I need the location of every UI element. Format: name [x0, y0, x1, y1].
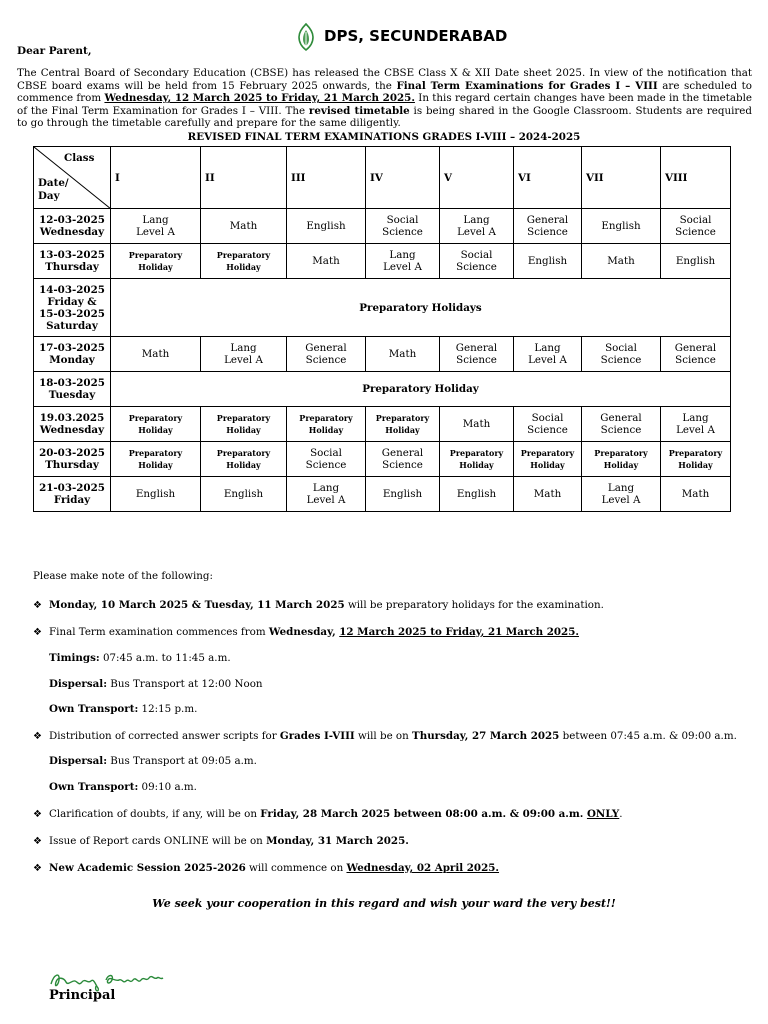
subject-cell: English: [201, 477, 287, 512]
note-subitem: Own Transport: 09:10 a.m.: [49, 781, 197, 793]
note-item: ❖ Monday, 10 March 2025 & Tuesday, 11 March 2025 will be preparatory holidays for the examination.: [33, 599, 604, 611]
subject-cell: Preparatory Holiday: [366, 407, 440, 442]
note-subitem: Dispersal: Bus Transport at 12:00 Noon: [49, 678, 263, 690]
subject-cell: Lang Level A: [201, 337, 287, 372]
subject-cell: Lang Level A: [366, 244, 440, 279]
table-row: [34, 477, 731, 512]
date-day-cell: 13-03-2025 Thursday: [34, 244, 111, 279]
subject-cell: English: [514, 244, 582, 279]
subject-cell: Preparatory Holiday: [582, 442, 661, 477]
note-subitem: Own Transport: 12:15 p.m.: [49, 703, 198, 715]
subject-cell: Lang Level A: [440, 209, 514, 244]
table-row: [34, 209, 731, 244]
note-item: ❖ Distribution of corrected answer scripts for Grades I-VIII will be on Thursday, 27 March 2025 between 07:45 a.m. & 09:00 a.m.: [33, 730, 737, 742]
subject-cell: Lang Level A: [111, 209, 201, 244]
subject-cell: English: [111, 477, 201, 512]
subject-cell: Math: [366, 337, 440, 372]
grade-header: IV: [366, 147, 440, 209]
date-day-cell: 17-03-2025 Monday: [34, 337, 111, 372]
intro-paragraph: [17, 67, 752, 130]
date-day-cell: 18-03-2025 Tuesday: [34, 372, 111, 407]
subject-cell: Preparatory Holiday: [514, 442, 582, 477]
diamond-bullet-icon: ❖: [33, 863, 42, 874]
grade-header: I: [111, 147, 201, 209]
table-row: [34, 244, 731, 279]
table-row: [34, 407, 731, 442]
subject-cell: Preparatory Holiday: [287, 407, 366, 442]
subject-cell: Social Science: [366, 209, 440, 244]
notes-title: Please make note of the following:: [33, 570, 213, 582]
subject-cell: Preparatory Holiday: [201, 442, 287, 477]
intro-text: In this regard certain changes have been made in the timetable of the Final Term Examination for Grades I – VIII. The: [17, 92, 752, 117]
subject-cell: Preparatory Holiday: [201, 244, 287, 279]
intro-bold-timetable: revised timetable: [308, 104, 410, 117]
subject-cell: Lang Level A: [582, 477, 661, 512]
intro-exam-dates: Wednesday, 12 March 2025 to Friday, 21 March 2025.: [104, 92, 415, 105]
subject-cell: English: [366, 477, 440, 512]
date-day-cell: 20-03-2025 Thursday: [34, 442, 111, 477]
corner-class-label: Class: [64, 152, 95, 164]
intro-text: is being shared in the Google Classroom. Students are required to go through the timetable carefully and prepare for the same diligently.: [17, 104, 752, 130]
grade-header: VI: [514, 147, 582, 209]
subject-cell: Preparatory Holiday: [440, 442, 514, 477]
subject-cell: Lang Level A: [287, 477, 366, 512]
subject-cell: English: [582, 209, 661, 244]
subject-cell: General Science: [366, 442, 440, 477]
table-row: [34, 372, 731, 407]
note-subitem: Timings: 07:45 a.m. to 11:45 a.m.: [49, 652, 231, 664]
subject-cell: Preparatory Holiday: [201, 407, 287, 442]
date-day-cell: 14-03-2025 Friday & 15-03-2025 Saturday: [34, 279, 111, 337]
subject-cell: Lang Level A: [661, 407, 731, 442]
subject-cell: English: [661, 244, 731, 279]
subject-cell: General Science: [440, 337, 514, 372]
exam-timetable: [33, 146, 731, 512]
subject-cell: Lang Level A: [514, 337, 582, 372]
subject-cell: Social Science: [661, 209, 731, 244]
subject-cell: General Science: [661, 337, 731, 372]
grade-header: V: [440, 147, 514, 209]
holiday-span-cell: Preparatory Holiday: [111, 372, 731, 407]
subject-cell: Math: [514, 477, 582, 512]
subject-cell: Math: [287, 244, 366, 279]
subject-cell: Math: [582, 244, 661, 279]
table-corner-cell: [34, 147, 111, 209]
table-row: [34, 337, 731, 372]
date-day-cell: 19.03.2025 Wednesday: [34, 407, 111, 442]
closing-remark: We seek your cooperation in this regard and wish your ward the very best!!: [152, 897, 616, 910]
subject-cell: General Science: [582, 407, 661, 442]
grade-header: III: [287, 147, 366, 209]
principal-title: Principal: [49, 988, 116, 1003]
date-day-cell: 12-03-2025 Wednesday: [34, 209, 111, 244]
school-name: DPS, SECUNDERABAD: [324, 27, 508, 45]
note-subitem: Dispersal: Bus Transport at 09:05 a.m.: [49, 755, 257, 767]
diamond-bullet-icon: ❖: [33, 731, 42, 742]
table-header-row: [34, 147, 731, 209]
subject-cell: General Science: [514, 209, 582, 244]
subject-cell: English: [287, 209, 366, 244]
corner-date-label: Date/ Day: [38, 177, 69, 202]
subject-cell: Social Science: [440, 244, 514, 279]
subject-cell: Math: [111, 337, 201, 372]
table-row: [34, 442, 731, 477]
subject-cell: English: [440, 477, 514, 512]
holiday-span-cell: Preparatory Holidays: [111, 279, 731, 337]
subject-cell: Social Science: [514, 407, 582, 442]
grade-header: VIII: [661, 147, 731, 209]
subject-cell: Math: [440, 407, 514, 442]
diamond-bullet-icon: ❖: [33, 627, 42, 638]
subject-cell: Preparatory Holiday: [661, 442, 731, 477]
intro-bold-grades: Final Term Examinations for Grades I – VIII: [396, 79, 658, 92]
salutation: Dear Parent,: [17, 45, 92, 57]
note-item: ❖ Issue of Report cards ONLINE will be on Monday, 31 March 2025.: [33, 835, 409, 847]
school-logo-icon: [294, 22, 318, 52]
subject-cell: Social Science: [582, 337, 661, 372]
subject-cell: Preparatory Holiday: [111, 407, 201, 442]
note-item: ❖ New Academic Session 2025-2026 will commence on Wednesday, 02 April 2025.: [33, 862, 500, 874]
date-day-cell: 21-03-2025 Friday: [34, 477, 111, 512]
subject-cell: Preparatory Holiday: [111, 244, 201, 279]
subject-cell: Preparatory Holiday: [111, 442, 201, 477]
subject-cell: Social Science: [287, 442, 366, 477]
diamond-bullet-icon: ❖: [33, 809, 42, 820]
note-item: ❖ Clarification of doubts, if any, will be on Friday, 28 March 2025 between 08:00 a.m. & 09:00 a.m. ONLY.: [33, 808, 623, 820]
subject-cell: Math: [661, 477, 731, 512]
intro-text: The Central Board of Secondary Education (CBSE) has released the CBSE Class X & XII Date sheet 2025. In view of the notification that CBSE board exams will be held from 15 February 2025 onwards, the: [17, 67, 752, 92]
table-title: REVISED FINAL TERM EXAMINATIONS GRADES I-VIII – 2024-2025: [187, 131, 581, 143]
note-item: ❖ Final Term examination commences from Wednesday, 12 March 2025 to Friday, 21 March 2025.: [33, 626, 579, 638]
grade-header: II: [201, 147, 287, 209]
grade-header: VII: [582, 147, 661, 209]
letterhead: [0, 22, 768, 52]
diamond-bullet-icon: ❖: [33, 836, 42, 847]
subject-cell: Math: [201, 209, 287, 244]
intro-text: are scheduled to commence from: [17, 79, 752, 105]
subject-cell: General Science: [287, 337, 366, 372]
diamond-bullet-icon: ❖: [33, 600, 42, 611]
table-row: [34, 279, 731, 337]
